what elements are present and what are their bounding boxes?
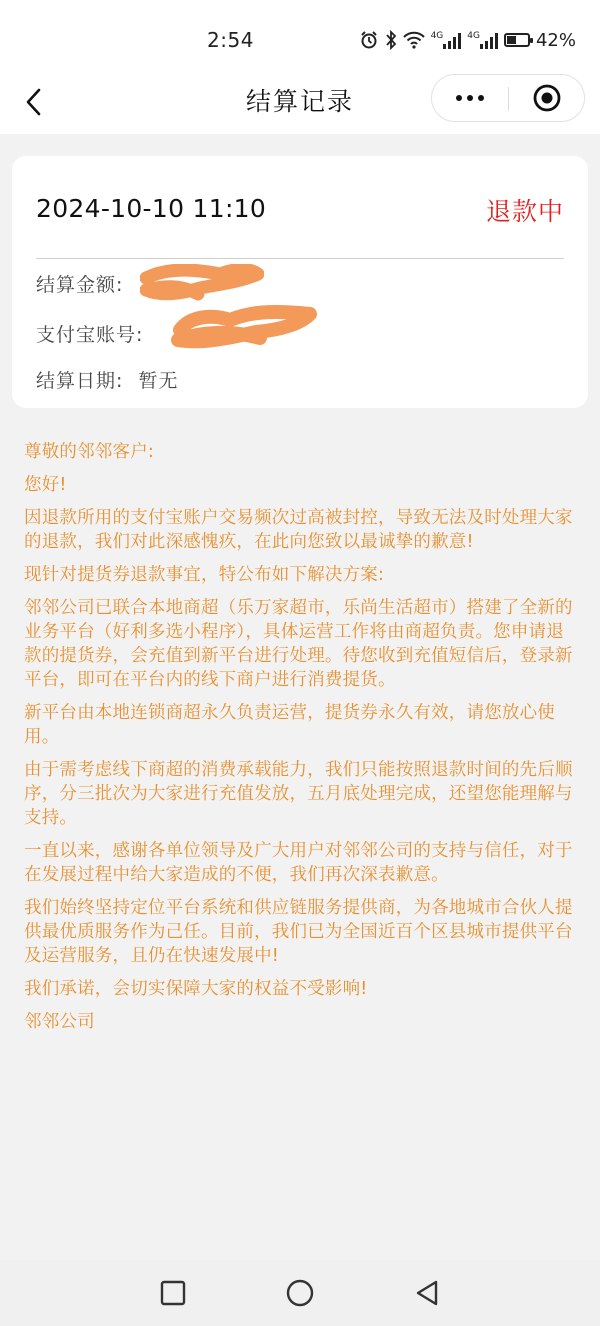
settlement-date-label: 结算日期: — [36, 370, 124, 392]
cellular-signal-icon-2 — [467, 31, 498, 49]
more-dot-icon — [467, 95, 473, 101]
notice-paragraph: 尊敬的邻邻客户: — [24, 442, 154, 462]
more-button[interactable] — [432, 75, 508, 121]
network-type-2: 4G — [467, 31, 480, 41]
notice-paragraph: 因退款所用的支付宝账户交易频次过高被封控，导致无法及时处理大家的退款，我们对此深感愧疚，在此向您致以最诚挚的歉意! — [24, 508, 573, 552]
mini-program-capsule — [431, 74, 585, 122]
more-dot-icon — [456, 95, 462, 101]
triangle-back-icon — [412, 1278, 442, 1308]
settlement-date-value: 暂无 — [138, 370, 179, 392]
status-time: 2:54 — [207, 28, 254, 52]
close-mini-program-button[interactable] — [509, 75, 585, 121]
status-bar — [0, 0, 600, 70]
notice-paragraph: 由于需考虑线下商超的消费承载能力，我们只能按照退款时间的先后顺序，分三批次为大家进行充值发放，五月底处理完成，还望您能理解与支持。 — [24, 760, 573, 828]
alipay-account-label: 支付宝账号: — [36, 324, 144, 346]
notice-paragraph: 您好! — [24, 475, 67, 495]
status-icons — [359, 28, 576, 52]
target-close-icon — [532, 83, 562, 113]
cellular-signal-icon — [431, 31, 462, 49]
status-badge: 退款中 — [485, 197, 564, 226]
refund-notice — [24, 440, 574, 1043]
circle-icon — [285, 1278, 315, 1308]
notice-paragraph: 我们始终坚持定位平台系统和供应链服务提供商，为各地城市合伙人提供最优质服务作为己任。目前，我们已为全国近百个区县城市提供平台及运营服务，且仍在快速发展中! — [24, 898, 573, 966]
alarm-icon — [359, 30, 379, 50]
home-button[interactable] — [285, 1278, 315, 1308]
page-title: 结算记录 — [245, 87, 354, 116]
notice-signature: 邻邻公司 — [24, 1012, 95, 1032]
notice-paragraph: 现针对提货券退款事宜，特公布如下解决方案: — [24, 565, 385, 585]
network-type-1: 4G — [430, 31, 444, 41]
notice-paragraph: 我们承诺，会切实保障大家的权益不受影响! — [24, 979, 368, 999]
notice-paragraph: 邻邻公司已联合本地商超（乐万家超市，乐尚生活超市）搭建了全新的业务平台（好利多选小程序），具体运营工作将由商超负责。您申请退款的提货券，会充值到新平台进行处理。待您收到充值短信后，登录新平台，即可在平台内的线下商户进行消费提货。 — [24, 598, 573, 690]
recent-apps-button[interactable] — [158, 1278, 188, 1308]
nav-bar — [0, 70, 600, 134]
notice-paragraph: 新平台由本地连锁商超永久负责运营，提货券永久有效，请您放心使用。 — [24, 703, 555, 747]
system-back-button[interactable] — [412, 1278, 442, 1308]
amount-label: 结算金额: — [36, 274, 124, 296]
bluetooth-icon — [385, 30, 397, 50]
settlement-date-row — [36, 366, 178, 393]
square-icon — [158, 1278, 188, 1308]
settlement-record-card — [12, 156, 588, 408]
card-divider — [36, 258, 564, 259]
redaction-scribble — [160, 300, 320, 352]
wifi-icon — [403, 31, 425, 49]
battery-percent: 42% — [535, 29, 576, 51]
system-nav-bar — [0, 1260, 600, 1326]
battery-icon — [504, 33, 530, 47]
record-datetime: 2024-10-10 11:10 — [36, 194, 267, 223]
notice-paragraph: 一直以来，感谢各单位领导及广大用户对邻邻公司的支持与信任，对于在发展过程中给大家造成的不便，我们再次深表歉意。 — [24, 841, 573, 885]
more-dot-icon — [478, 95, 484, 101]
